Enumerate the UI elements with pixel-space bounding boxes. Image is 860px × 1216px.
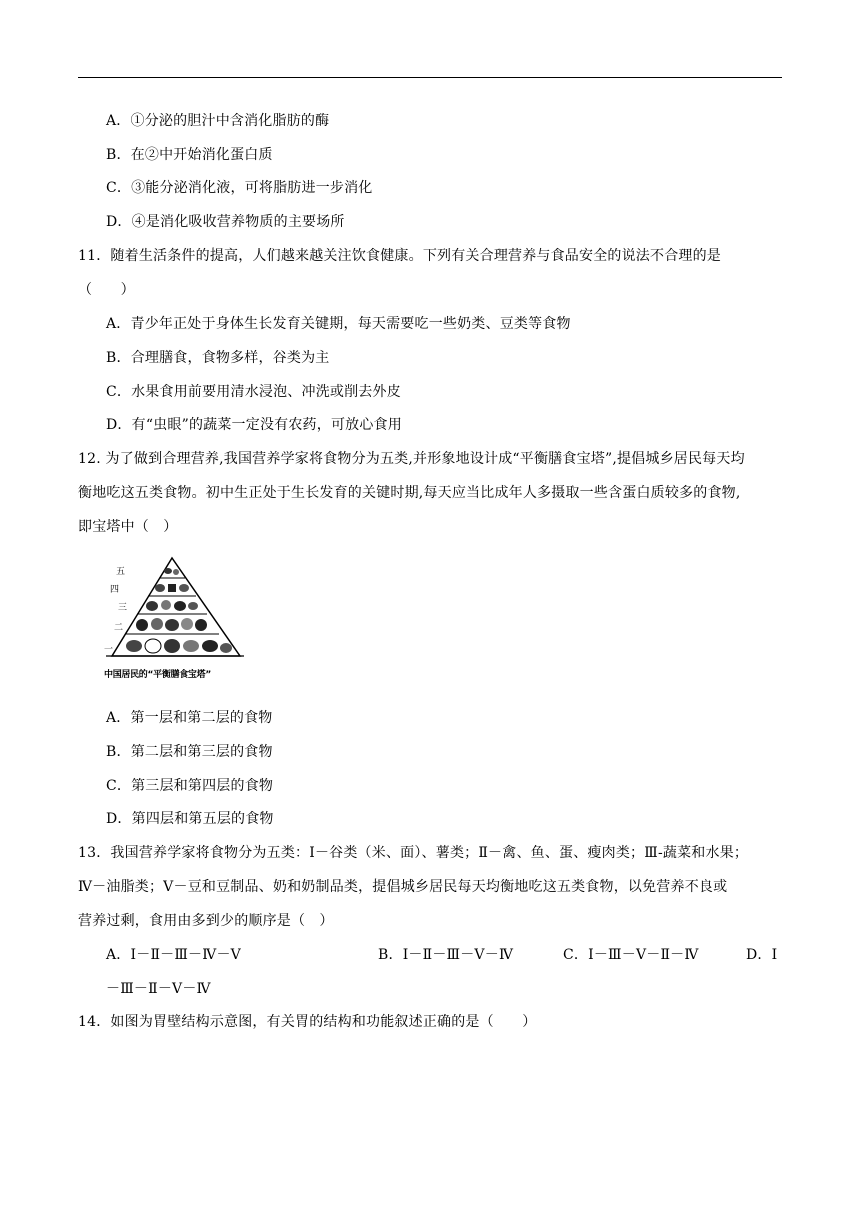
q12-stem-end: 即宝塔中（ ） (78, 519, 178, 535)
q11-option-d[interactable]: D．有“虫眼”的蔬菜一定没有农药，可放心食用 (106, 417, 402, 433)
q13-stem: 13．我国营养学家将食物分为五类：Ⅰ－谷类（米、面）、薯类；Ⅱ－禽、鱼、蛋、瘦肉类；Ⅲ-蔬菜和水果； (78, 845, 749, 861)
q13-option-b[interactable]: B．Ⅰ－Ⅱ－Ⅲ－Ⅴ－Ⅳ (378, 947, 514, 963)
q13-stem-end: 营养过剩，食用由多到少的顺序是（ ） (78, 913, 334, 929)
q13-stem-cont: Ⅳ－油脂类；Ⅴ－豆和豆制品、奶和奶制品类，提倡城乡居民每天均衡地吃这五类食物，以免营养不良或 (78, 879, 728, 895)
q10-option-b[interactable]: B．在②中开始消化蛋白质 (106, 147, 273, 163)
q12-option-d[interactable]: D．第四层和第五层的食物 (106, 811, 274, 827)
q10-option-d[interactable]: D．④是消化吸收营养物质的主要场所 (106, 214, 345, 230)
q11-option-c[interactable]: C．水果食用前要用清水浸泡、冲洗或削去外皮 (106, 384, 401, 400)
food-pyramid-figure (104, 556, 250, 686)
q12-option-c[interactable]: C．第三层和第四层的食物 (106, 778, 274, 794)
q11-option-b[interactable]: B．合理膳食，食物多样，谷类为主 (106, 350, 330, 366)
q14-stem: 14．如图为胃壁结构示意图，有关胃的结构和功能叙述正确的是（ ） (78, 1014, 537, 1030)
q12-stem-cont: 衡地吃这五类食物。初中生正处于生长发育的关键时期,每天应当比成年人多摄取一些含蛋白质较多的食物, (78, 485, 741, 501)
q11-stem: 11．随着生活条件的提高，人们越来越关注饮食健康。下列有关合理营养与食品安全的说法不合理的是 (78, 248, 722, 264)
q13-option-c[interactable]: C．Ⅰ－Ⅲ－Ⅴ－Ⅱ－Ⅳ (563, 947, 699, 963)
q11-stem-cont: （ ） (78, 282, 135, 298)
pyramid-level-1-label: 一 (104, 645, 114, 655)
pyramid-level-4-label: 四 (110, 585, 120, 595)
header-rule (78, 77, 782, 78)
pyramid-level-3-label: 三 (118, 603, 128, 613)
q12-option-a[interactable]: A．第一层和第二层的食物 (106, 710, 273, 726)
q10-option-a[interactable]: A．①分泌的胆汁中含消化脂肪的酶 (106, 113, 330, 129)
q11-option-a[interactable]: A．青少年正处于身体生长发育关键期，每天需要吃一些奶类、豆类等食物 (106, 316, 571, 332)
pyramid-caption: 中国居民的“平衡膳食宝塔” (104, 670, 211, 680)
q12-option-b[interactable]: B．第二层和第三层的食物 (106, 744, 273, 760)
q10-option-c[interactable]: C．③能分泌消化液，可将脂肪进一步消化 (106, 180, 373, 196)
q12-stem: 12. 为了做到合理营养,我国营养学家将食物分为五类,并形象地设计成“平衡膳食宝塔”,提倡城乡居民每天均 (78, 451, 745, 467)
pyramid-level-2-label: 二 (114, 623, 124, 633)
pyramid-level-5-label: 五 (116, 567, 126, 577)
q13-option-d-cont[interactable]: －Ⅲ－Ⅱ－Ⅴ－Ⅳ (106, 981, 211, 997)
q13-option-a[interactable]: A．Ⅰ－Ⅱ－Ⅲ－Ⅳ－Ⅴ (106, 947, 241, 963)
q13-option-d[interactable]: D．Ⅰ (746, 947, 778, 963)
